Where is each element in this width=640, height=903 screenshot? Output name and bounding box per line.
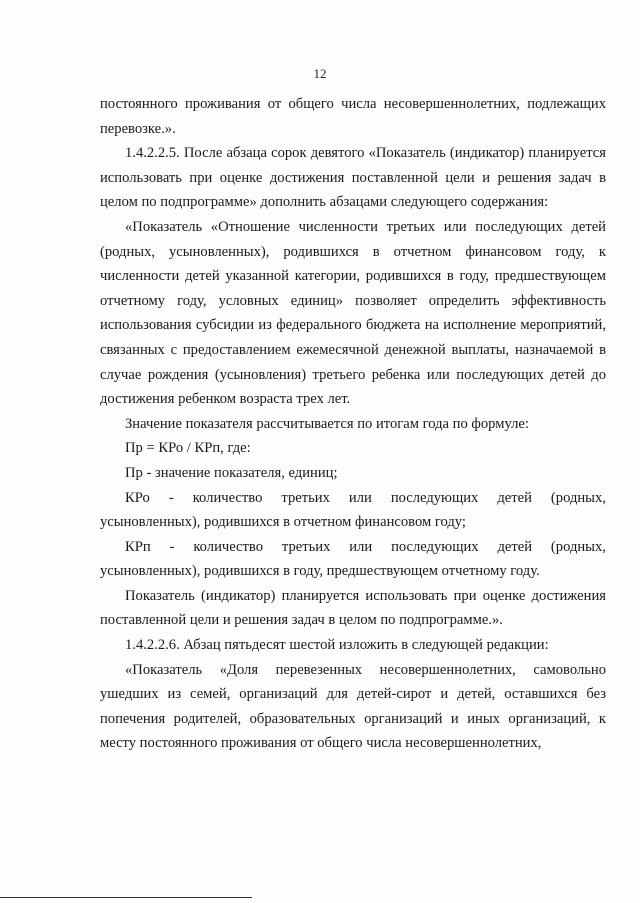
word: - [168,489,174,506]
definition-krp-first-line [100,535,606,560]
paragraph-new-wording: «Показатель «Доля перевезенных несовершеннолетних, самовольно ушедших из семей, организаций для детей-сирот и детей, оставшихся без попечения родителей, образовательных организаций и иных организаций, к месту постоянного проживания от общего числа несовершеннолетних, [100,661,606,752]
word: или [349,538,373,555]
word: третьих [281,489,330,506]
document-body [100,92,606,756]
paragraph-indicator-usage: Показатель (индикатор) планируется использовать при оценке достижения поставленной цели и решения задач в целом по подпрограмме.». [100,587,606,629]
paragraph-indicator-description: «Показатель «Отношение численности третьих или последующих детей (родных, усыновленных), родившихся в отчетном финансовом году, к численности детей указанной категории, родившихся в году, предшествующем отчетному году, условных единиц» позволяет определить эффективность использования субсидии из федерального бюджета на исполнение мероприятий, связанных с предоставлением ежемесячной денежной выплаты, назначаемой в случае рождения (усыновления) третьего ребенка или последующих детей до достижения ребенком возраста трех лет. [100,218,606,408]
definition-krp-continuation: усыновленных), родившихся в году, предшествующем отчетному году. [100,563,540,580]
word: - [169,538,175,555]
definition-kro-continuation: усыновленных), родившихся в отчетном финансовом году; [100,514,466,531]
paragraph-continuation: постоянного проживания от общего числа несовершеннолетних, подлежащих перевозке.». [100,96,606,137]
word: последующих [391,538,479,555]
definition-kro-first-line [100,486,606,511]
word: детей [497,538,533,555]
word: количество [192,489,263,506]
word: (родных, [550,538,606,555]
word: или [348,489,372,506]
word: детей [497,489,532,506]
word: (родных, [550,489,606,506]
footnote-separator-line [0,897,252,898]
formula: Пр = КРо / КРп, где: [125,440,251,457]
word: третьих [281,538,331,555]
word: последующих [390,489,479,506]
word: КРп [125,538,151,555]
paragraph-item-1-4-2-2-6: 1.4.2.2.6. Абзац пятьдесят шестой изложить в следующей редакции: [125,637,549,654]
word: количество [193,538,263,555]
definition-pr: Пр - значение показателя, единиц; [125,464,338,481]
paragraph-item-1-4-2-2-5: 1.4.2.2.5. После абзаца сорок девятого «Показатель (индикатор) планируется использовать при оценке достижения поставленной цели и решения задач в целом по подпрограмме» дополнить абзацами следующего содержания: [100,145,606,211]
paragraph-formula-intro: Значение показателя рассчитывается по итогам года по формуле: [125,415,529,432]
word: КРо [125,489,150,506]
page-number: 12 [313,66,327,81]
